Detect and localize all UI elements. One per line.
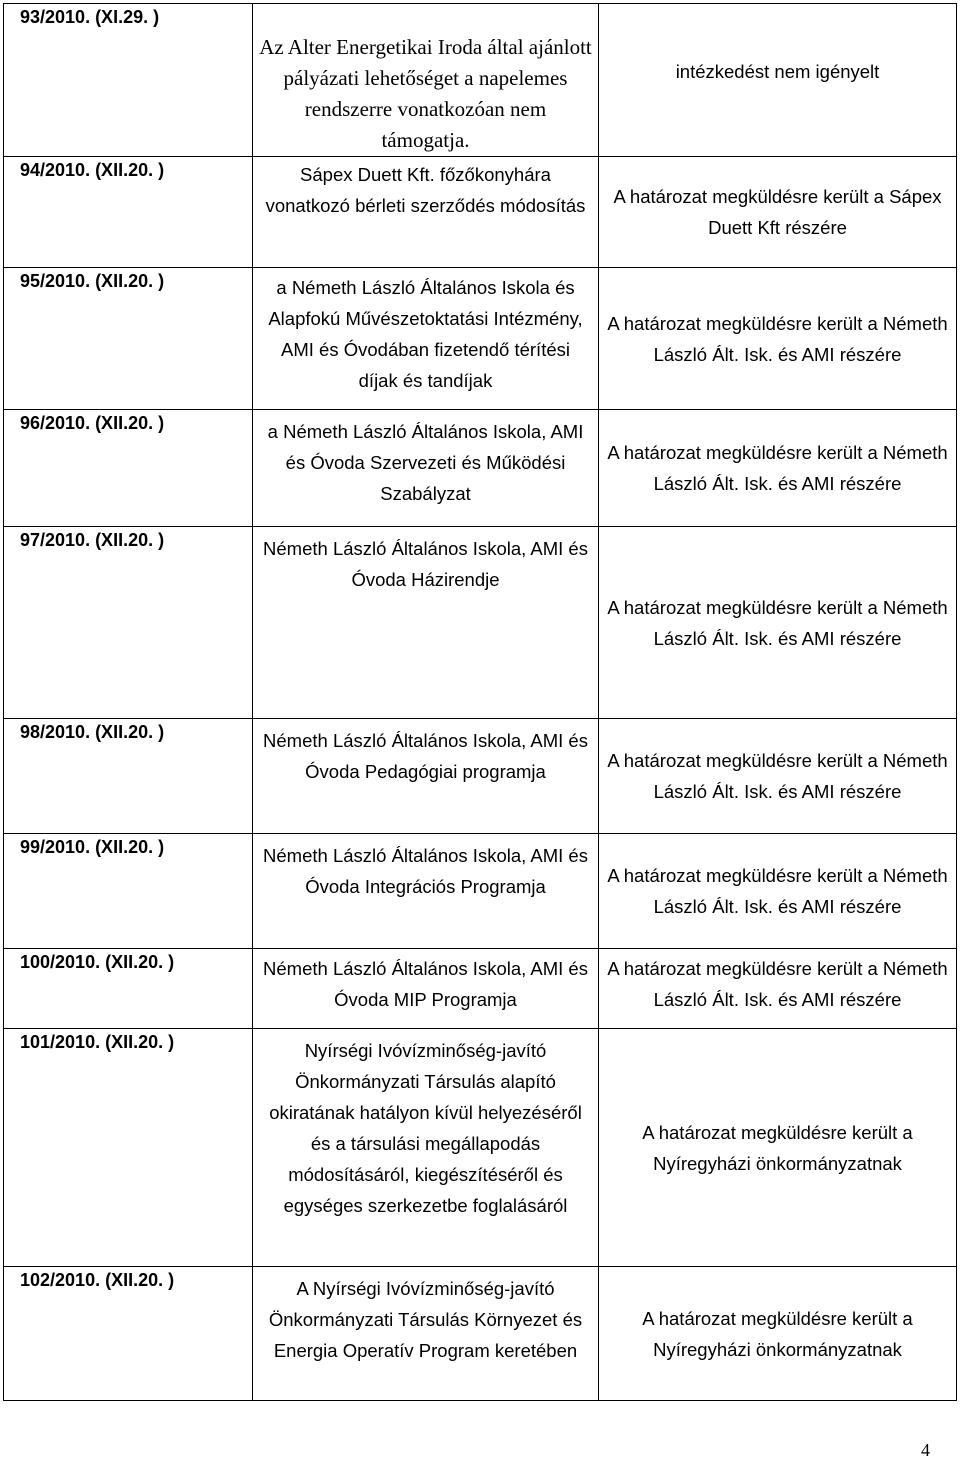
table-row: [4, 268, 957, 410]
table-row: [4, 719, 957, 834]
table-row: [4, 4, 957, 157]
resolution-number: 100/2010. (XII.20. ): [4, 949, 253, 1029]
resolution-number: 93/2010. (XI.29. ): [4, 4, 253, 157]
resolution-action: A határozat megküldésre került a Nyíregyházi önkormányzatnak: [599, 1267, 957, 1401]
resolution-subject: Nyírségi Ivóvízminőség-javító Önkormányzati Társulás alapító okiratának hatályon kívül helyezéséről és a társulási megállapodás módosításáról, kiegészítéséről és egységes szerkezetbe foglalásáról: [253, 1029, 599, 1267]
resolution-action: A határozat megküldésre került a Németh László Ált. Isk. és AMI részére: [599, 268, 957, 410]
resolution-action: A határozat megküldésre került a Nyíregyházi önkormányzatnak: [599, 1029, 957, 1267]
resolution-subject: Németh László Általános Iskola, AMI és Óvoda Házirendje: [253, 527, 599, 719]
resolution-action: A határozat megküldésre került a Németh László Ált. Isk. és AMI részére: [599, 527, 957, 719]
table-row: [4, 1267, 957, 1401]
resolution-number: 102/2010. (XII.20. ): [4, 1267, 253, 1401]
resolution-subject: Németh László Általános Iskola, AMI és Óvoda MIP Programja: [253, 949, 599, 1029]
resolution-action: A határozat megküldésre került a Sápex Duett Kft részére: [599, 157, 957, 268]
table-row: [4, 1029, 957, 1267]
table-row: [4, 157, 957, 268]
resolution-subject: a Németh László Általános Iskola és Alapfokú Művészetoktatási Intézmény, AMI és Óvodában fizetendő térítési díjak és tandíjak: [253, 268, 599, 410]
table-row: [4, 410, 957, 527]
resolution-number: 97/2010. (XII.20. ): [4, 527, 253, 719]
table-row: [4, 834, 957, 949]
resolution-number: 96/2010. (XII.20. ): [4, 410, 253, 527]
resolutions-document: [3, 3, 957, 1401]
resolution-subject: Sápex Duett Kft. főzőkonyhára vonatkozó bérleti szerződés módosítás: [253, 157, 599, 268]
resolution-number: 95/2010. (XII.20. ): [4, 268, 253, 410]
resolutions-table: [3, 3, 957, 1401]
resolution-number: 94/2010. (XII.20. ): [4, 157, 253, 268]
resolution-subject: a Németh László Általános Iskola, AMI és Óvoda Szervezeti és Működési Szabályzat: [253, 410, 599, 527]
resolution-action: intézkedést nem igényelt: [599, 4, 957, 157]
resolution-action: A határozat megküldésre került a Németh László Ált. Isk. és AMI részére: [599, 949, 957, 1029]
resolution-subject: A Nyírségi Ivóvízminőség-javító Önkormányzati Társulás Környezet és Energia Operatív Program keretében: [253, 1267, 599, 1401]
resolution-number: 98/2010. (XII.20. ): [4, 719, 253, 834]
resolution-subject: Németh László Általános Iskola, AMI és Óvoda Integrációs Programja: [253, 834, 599, 949]
resolution-number: 99/2010. (XII.20. ): [4, 834, 253, 949]
resolution-action: A határozat megküldésre került a Németh László Ált. Isk. és AMI részére: [599, 410, 957, 527]
resolution-subject: Az Alter Energetikai Iroda által ajánlott pályázati lehetőséget a napelemes rendszerre vonatkozóan nem támogatja.: [253, 4, 599, 157]
resolution-action: A határozat megküldésre került a Németh László Ált. Isk. és AMI részére: [599, 719, 957, 834]
resolution-number: 101/2010. (XII.20. ): [4, 1029, 253, 1267]
resolution-action: A határozat megküldésre került a Németh László Ált. Isk. és AMI részére: [599, 834, 957, 949]
resolution-subject: Németh László Általános Iskola, AMI és Óvoda Pedagógiai programja: [253, 719, 599, 834]
table-row: [4, 949, 957, 1029]
table-row: [4, 527, 957, 719]
page-number: 4: [921, 1440, 930, 1460]
